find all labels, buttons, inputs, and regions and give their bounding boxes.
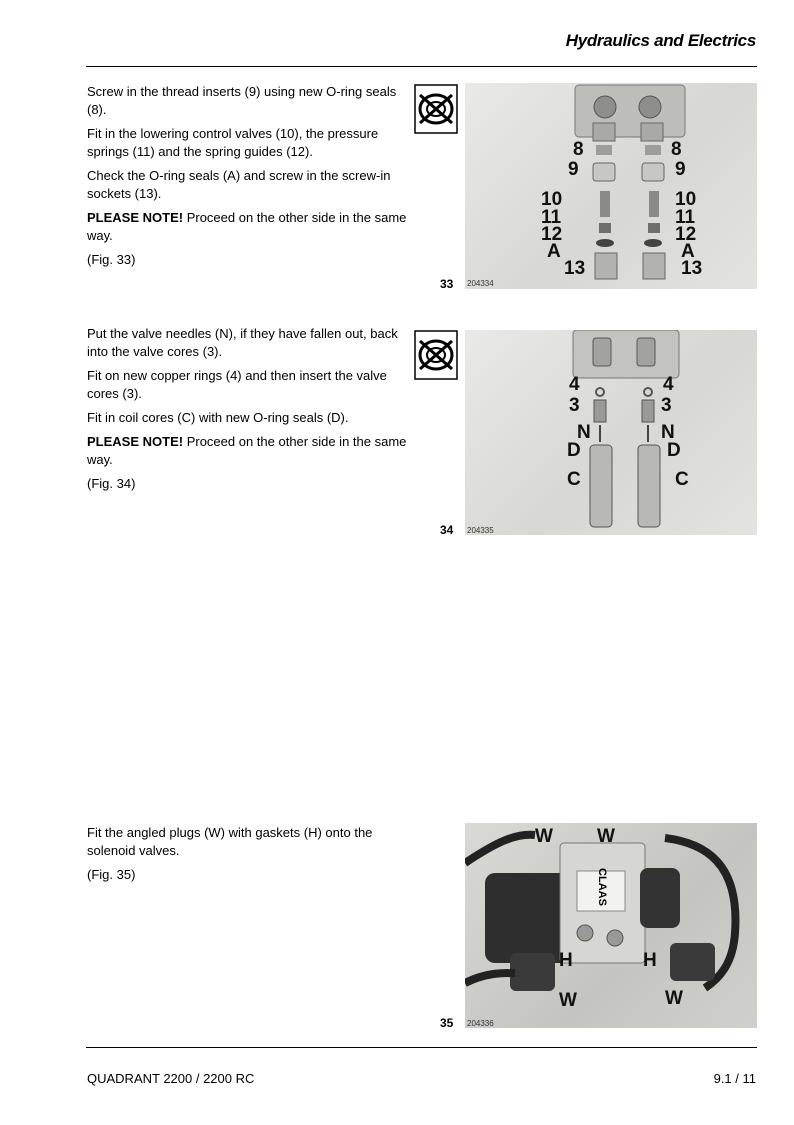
- callout-label: H: [643, 950, 657, 971]
- callout-label: 13: [681, 258, 703, 279]
- valve-block-illustration: [465, 83, 757, 289]
- callout-label: D: [667, 440, 681, 461]
- callout-label: C: [567, 469, 581, 490]
- figure-34-photo: [465, 330, 757, 535]
- note-text: Proceed on the other side in the same way.: [87, 210, 407, 243]
- instruction-paragraph: Fit the angled plugs (W) with gaskets (H) onto the solenoid valves.: [87, 825, 373, 858]
- footer-page-number: 9.1 / 11: [713, 1071, 756, 1086]
- instruction-paragraph: Check the O-ring seals (A) and screw in the screw-in sockets (13).: [87, 168, 391, 201]
- callout-label: 11: [675, 207, 696, 228]
- callout-label: 12: [541, 224, 563, 245]
- solenoid-valve-illustration: [465, 823, 757, 1028]
- instruction-paragraph: Put the valve needles (N), if they have fallen out, back into the valve cores (3).: [87, 326, 398, 359]
- figure-33-photo: [465, 83, 757, 289]
- callout-label: 9: [568, 159, 579, 180]
- instruction-section-3: [87, 824, 407, 890]
- instruction-paragraph: Fit on new copper rings (4) and then insert the valve cores (3).: [87, 368, 387, 401]
- instruction-section-1: [87, 83, 407, 275]
- footer-model: QUADRANT 2200 / 2200 RC: [87, 1071, 255, 1086]
- figure-reference: (Fig. 34): [87, 476, 136, 491]
- callout-label: A: [681, 241, 695, 262]
- figure-number: 35: [440, 1016, 454, 1030]
- instruction-paragraph: Fit in the lowering control valves (10), the pressure springs (11) and the spring guides (12).: [87, 126, 379, 159]
- callout-label: 8: [671, 139, 682, 160]
- callout-label: 10: [541, 189, 563, 210]
- no-high-pressure-cleaner-icon: [414, 330, 458, 380]
- callout-label: D: [567, 440, 581, 461]
- callout-label: 3: [569, 395, 580, 416]
- callout-label: 3: [661, 395, 672, 416]
- callout-label: 4: [663, 374, 674, 395]
- figure-reference: (Fig. 33): [87, 252, 136, 267]
- coil-core-illustration: [465, 330, 757, 535]
- instruction-section-2: [87, 325, 407, 499]
- note-text: Proceed on the other side in the same way.: [87, 434, 407, 467]
- callout-label: 13: [564, 258, 586, 279]
- note-paragraph: [87, 433, 407, 469]
- note-label: PLEASE NOTE!: [87, 434, 184, 449]
- note-label: PLEASE NOTE!: [87, 210, 184, 225]
- callout-label: 4: [569, 374, 580, 395]
- figure-code: 204336: [467, 1019, 494, 1028]
- figure-number: 34: [440, 523, 454, 537]
- callout-label: H: [559, 950, 573, 971]
- callout-label: W: [597, 826, 615, 847]
- callout-label: N: [577, 422, 591, 443]
- figure-code: 204335: [467, 526, 494, 535]
- figure-35-photo: [465, 823, 757, 1028]
- callout-label: W: [535, 826, 553, 847]
- no-high-pressure-cleaner-icon: [414, 84, 458, 134]
- figure-reference: (Fig. 35): [87, 867, 136, 882]
- callout-label: 9: [675, 159, 686, 180]
- callout-label: C: [675, 469, 689, 490]
- callout-label: W: [665, 988, 683, 1009]
- instruction-paragraph: Fit in coil cores (C) with new O-ring seals (D).: [87, 410, 349, 425]
- callout-label: 11: [541, 207, 562, 228]
- instruction-paragraph: Screw in the thread inserts (9) using new O-ring seals (8).: [87, 84, 397, 117]
- callout-label: W: [559, 990, 577, 1011]
- callout-label: N: [661, 422, 675, 443]
- footer-rule: [86, 1047, 757, 1048]
- plate-brand-text: CLAAS: [595, 868, 608, 906]
- callout-label: 10: [675, 189, 697, 210]
- header-rule: [86, 66, 757, 67]
- figure-number: 33: [440, 277, 454, 291]
- page-header-title: Hydraulics and Electrics: [565, 31, 756, 50]
- callout-label: A: [547, 241, 561, 262]
- figure-code: 204334: [467, 279, 494, 288]
- callout-label: 12: [675, 224, 697, 245]
- note-paragraph: [87, 209, 407, 245]
- callout-label: 8: [573, 139, 584, 160]
